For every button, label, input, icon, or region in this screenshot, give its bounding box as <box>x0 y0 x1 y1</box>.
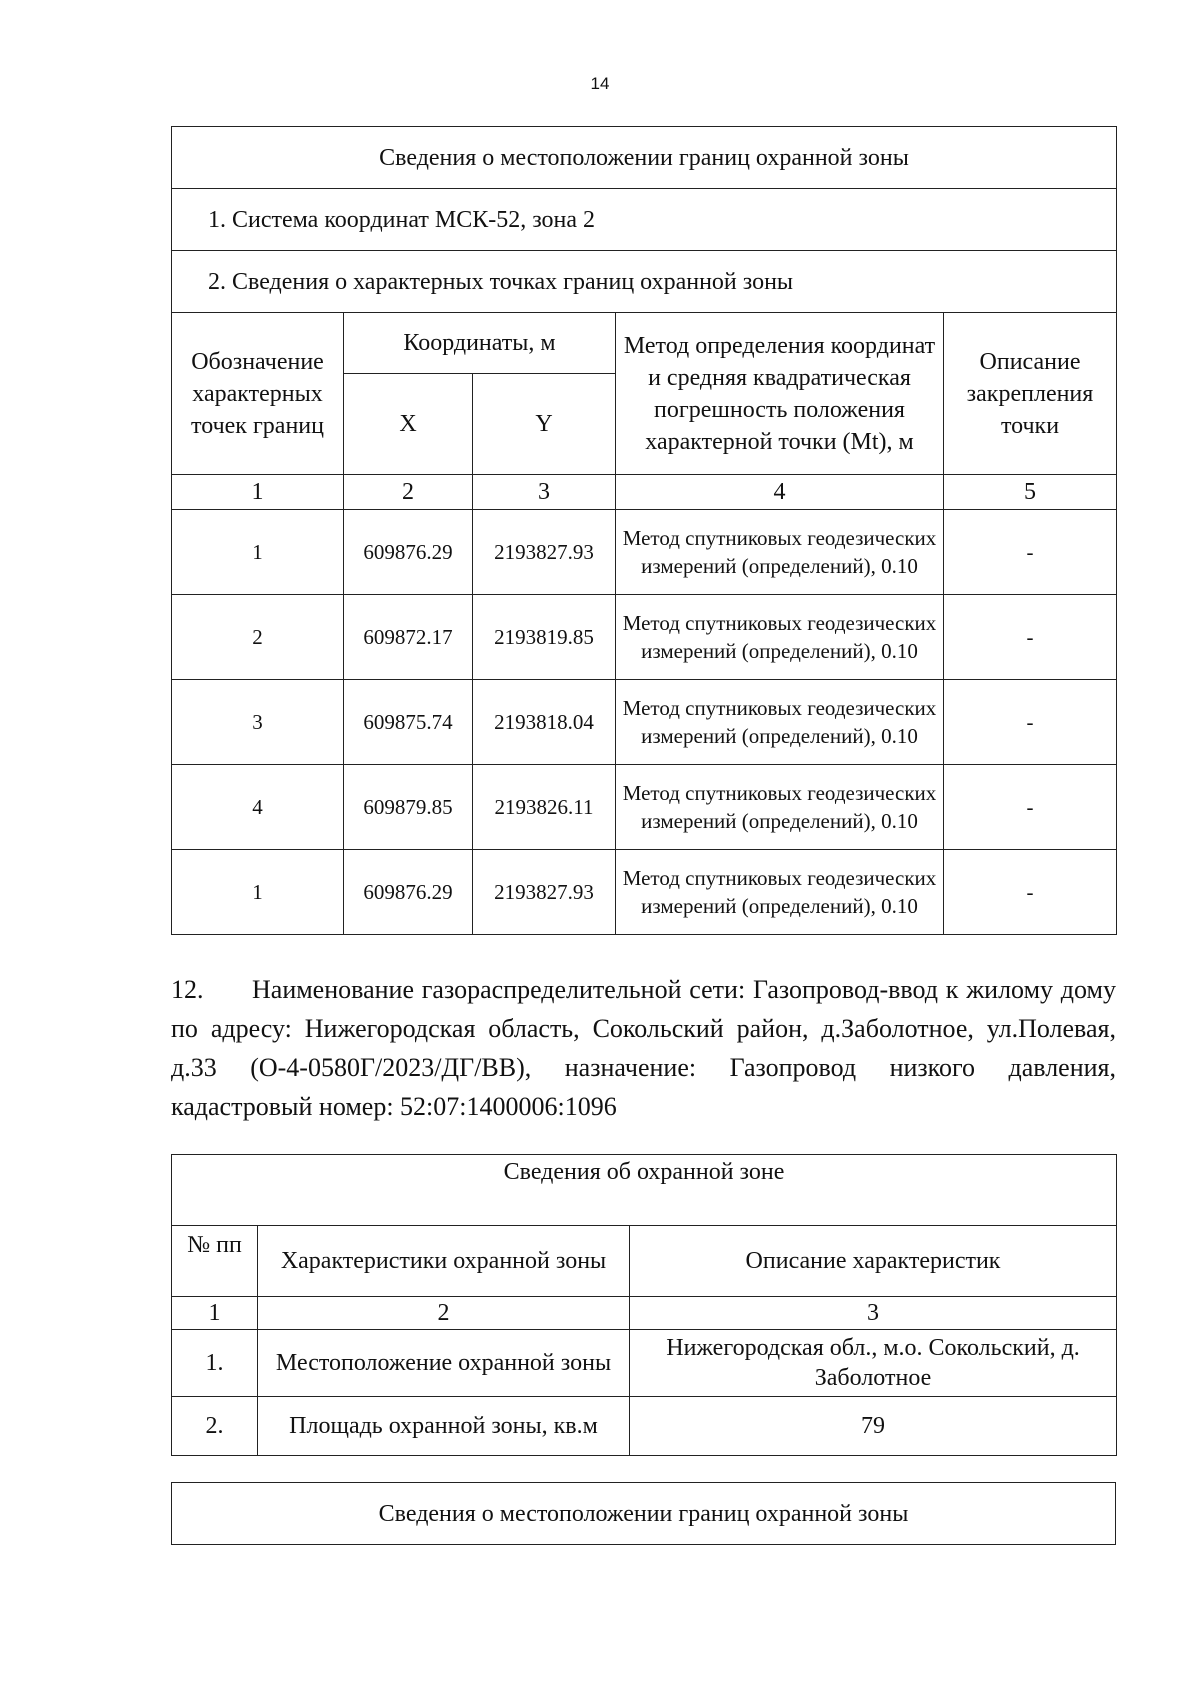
protection-zone-table <box>171 1154 1117 1456</box>
row-num: 2. <box>172 1397 258 1456</box>
table-row <box>172 765 1117 850</box>
header-y: Y <box>473 374 616 475</box>
point-description: - <box>944 595 1117 680</box>
header-description: Описание характеристик <box>630 1226 1117 1297</box>
coord-y: 2193827.93 <box>473 850 616 935</box>
col-number: 1 <box>172 475 344 510</box>
header-x: X <box>344 374 473 475</box>
boundary-points-table <box>171 126 1117 935</box>
gas-network-paragraph <box>171 970 1116 1126</box>
col-number: 4 <box>616 475 944 510</box>
col-number: 3 <box>473 475 616 510</box>
table-row <box>172 1397 1117 1456</box>
point-id: 1 <box>172 510 344 595</box>
coord-y: 2193819.85 <box>473 595 616 680</box>
table-title: Сведения об охранной зоне <box>172 1155 1117 1226</box>
point-description: - <box>944 510 1117 595</box>
table-row <box>172 595 1117 680</box>
point-id: 1 <box>172 850 344 935</box>
paragraph-number: 12. <box>171 975 204 1004</box>
col-number: 2 <box>344 475 473 510</box>
table-row <box>172 680 1117 765</box>
point-description: - <box>944 765 1117 850</box>
col-number: 5 <box>944 475 1117 510</box>
table-row <box>172 1330 1117 1397</box>
table-title: Сведения о местоположении границ охранной зоны <box>172 127 1117 189</box>
coord-y: 2193826.11 <box>473 765 616 850</box>
characteristic: Площадь охранной зоны, кв.м <box>258 1397 630 1456</box>
coord-x: 609875.74 <box>344 680 473 765</box>
point-id: 3 <box>172 680 344 765</box>
method-text: Метод спутниковых геодезических измерений (определений), 0.10 <box>616 510 944 595</box>
header-designation: Обозначение характерных точек границ <box>172 313 344 475</box>
table-row <box>172 510 1117 595</box>
point-description: - <box>944 680 1117 765</box>
method-text: Метод спутниковых геодезических измерений (определений), 0.10 <box>616 680 944 765</box>
header-coordinates: Координаты, м <box>344 313 616 374</box>
header-description: Описание закрепления точки <box>944 313 1117 475</box>
characteristic-value: 79 <box>630 1397 1117 1456</box>
header-num: № пп <box>172 1226 258 1297</box>
col-number: 1 <box>172 1297 258 1330</box>
table-title: Сведения о местоположении границ охранной зоны <box>172 1483 1116 1545</box>
coord-y: 2193818.04 <box>473 680 616 765</box>
col-number: 2 <box>258 1297 630 1330</box>
coord-x: 609879.85 <box>344 765 473 850</box>
point-description: - <box>944 850 1117 935</box>
page-number: 14 <box>590 74 610 93</box>
points-info-line: 2. Сведения о характерных точках границ охранной зоны <box>172 251 1117 313</box>
coordinate-system-line: 1. Система координат МСК-52, зона 2 <box>172 189 1117 251</box>
characteristic: Местоположение охранной зоны <box>258 1330 630 1397</box>
header-method: Метод определения координат и средняя квадратическая погрешность положения характерной точки (Mt), м <box>616 313 944 475</box>
boundary-location-table <box>171 1482 1116 1545</box>
coord-x: 609876.29 <box>344 510 473 595</box>
point-id: 4 <box>172 765 344 850</box>
coord-x: 609872.17 <box>344 595 473 680</box>
coord-y: 2193827.93 <box>473 510 616 595</box>
row-num: 1. <box>172 1330 258 1397</box>
point-id: 2 <box>172 595 344 680</box>
coord-x: 609876.29 <box>344 850 473 935</box>
method-text: Метод спутниковых геодезических измерений (определений), 0.10 <box>616 595 944 680</box>
col-number: 3 <box>630 1297 1117 1330</box>
paragraph-text: Наименование газораспределительной сети: Газопровод-ввод к жилому дому по адресу: Нижегородская область, Сокольский район, д.Заболотное, ул.Полевая, д.33 (О-4-0580Г/2023/ДГ/ВВ), назначение: Газопровод низкого давления, кадастровый номер: 52:07:1400006:1096 <box>171 975 1116 1121</box>
header-characteristics: Характеристики охранной зоны <box>258 1226 630 1297</box>
method-text: Метод спутниковых геодезических измерений (определений), 0.10 <box>616 765 944 850</box>
table-row <box>172 850 1117 935</box>
method-text: Метод спутниковых геодезических измерений (определений), 0.10 <box>616 850 944 935</box>
characteristic-value: Нижегородская обл., м.о. Сокольский, д. Заболотное <box>630 1330 1117 1397</box>
